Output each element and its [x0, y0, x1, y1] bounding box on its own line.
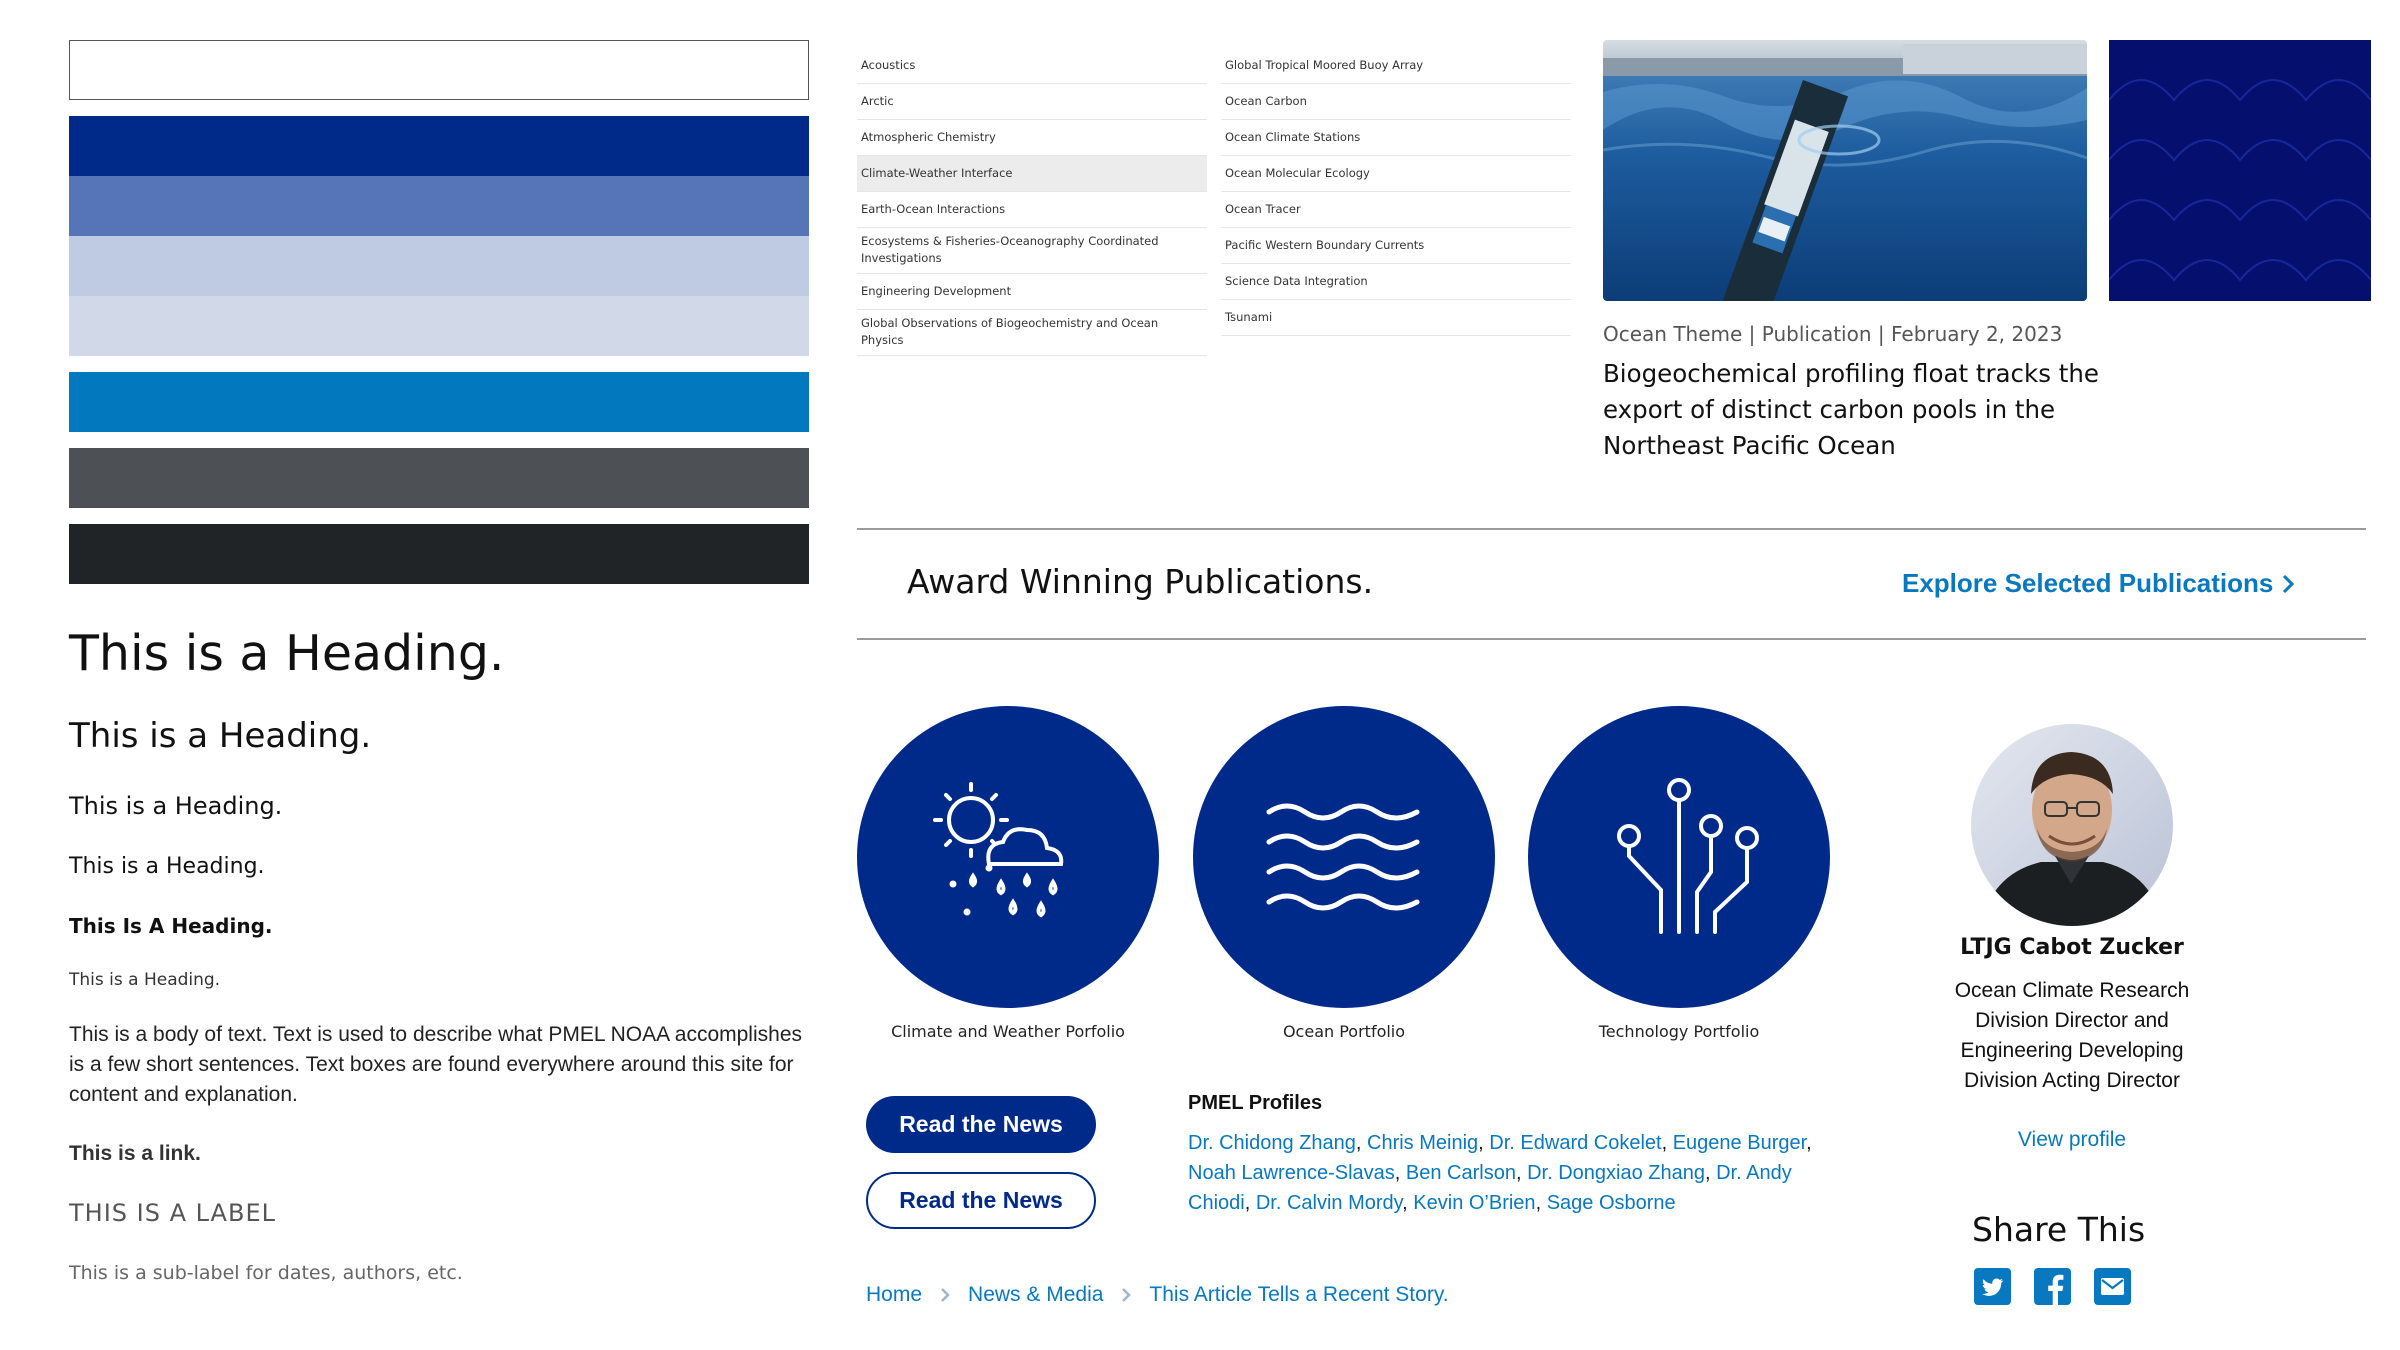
chevron-right-icon [940, 1287, 950, 1303]
theme-list-left [857, 48, 1207, 356]
profile-link[interactable]: Dr. Dongxiao Zhang [1527, 1162, 1705, 1184]
climate-weather-portfolio[interactable] [857, 706, 1159, 1008]
label-sample: THIS IS A LABEL [69, 1199, 276, 1227]
heading-2: This is a Heading. [69, 716, 372, 756]
divider-bottom [857, 638, 2366, 640]
theme-item[interactable]: Ocean Molecular Ecology [1221, 156, 1571, 192]
heading-1: This is a Heading. [69, 625, 505, 682]
circuit-icon [1599, 772, 1759, 942]
theme-item[interactable]: Ocean Climate Stations [1221, 120, 1571, 156]
view-profile-link[interactable]: View profile [2017, 1128, 2127, 1151]
profile-link[interactable]: Dr. Chidong Zhang [1188, 1132, 1356, 1154]
heading-3: This is a Heading. [69, 792, 283, 820]
profile-link[interactable]: Noah Lawrence-Slavas [1188, 1162, 1395, 1184]
person-name: LTJG Cabot Zucker [1960, 935, 2184, 960]
profile-link[interactable]: Sage Osborne [1546, 1192, 1676, 1214]
link-sample[interactable]: This is a link. [69, 1142, 201, 1165]
swatch-pale-blue [69, 296, 809, 356]
profile-link[interactable]: Ben Carlson [1405, 1162, 1516, 1184]
swatch-navy [69, 116, 809, 176]
award-title: Award Winning Publications. [907, 562, 1374, 601]
theme-list-right [1221, 48, 1571, 336]
chevron-right-icon [1121, 1287, 1131, 1303]
article-title[interactable]: Biogeochemical profiling float tracks the export of distinct carbon pools in the Northeast Pacific Ocean [1603, 359, 2099, 460]
share-icons [1974, 1268, 2131, 1305]
divider-top [857, 528, 2366, 530]
cloud-sun-rain-icon [923, 772, 1093, 942]
swatch-white [69, 40, 809, 100]
explore-publications-link[interactable] [1902, 568, 2295, 599]
theme-item[interactable]: Science Data Integration [1221, 264, 1571, 300]
theme-item[interactable]: Earth-Ocean Interactions [857, 192, 1207, 228]
email-icon[interactable] [2094, 1268, 2131, 1305]
breadcrumb [866, 1283, 1449, 1307]
theme-item[interactable]: Ocean Carbon [1221, 84, 1571, 120]
theme-item[interactable]: Atmospheric Chemistry [857, 120, 1207, 156]
theme-item[interactable]: Engineering Development [857, 274, 1207, 310]
ocean-portfolio-label: Ocean Portfolio [1282, 1022, 1406, 1041]
profile-link[interactable]: Chris Meinig [1367, 1132, 1479, 1154]
profiles-list: Dr. Chidong Zhang, Chris Meinig, Dr. Edward Cokelet, Eugene Burger, Noah Lawrence-Slavas, Ben Carlson, Dr. Dongxiao Zhang, Dr. Andy Chiodi, Dr. Calvin Mordy, Kevin O’Brien, Sage Osborne [1188, 1132, 1812, 1214]
profile-link[interactable]: Kevin O’Brien [1413, 1192, 1536, 1214]
avatar[interactable] [1971, 724, 2173, 926]
technology-portfolio-label: Technology Portfolio [1598, 1022, 1760, 1041]
theme-item[interactable]: Global Observations of Biogeochemistry and Ocean Physics [857, 310, 1207, 356]
swatch-charcoal [69, 524, 809, 584]
article-image-secondary[interactable] [2109, 40, 2371, 301]
theme-item[interactable]: Climate-Weather Interface [857, 156, 1207, 192]
share-title: Share This [1972, 1210, 2146, 1249]
theme-item[interactable]: Tsunami [1221, 300, 1571, 336]
sublabel-sample: This is a sub-label for dates, authors, etc. [69, 1262, 463, 1284]
body-text: This is a body of text. Text is used to describe what PMEL NOAA accomplishes is a few short sentences. Text boxes are found everywhere around this site for content and explanation. [69, 1023, 803, 1106]
breadcrumb-item[interactable]: News & Media [968, 1283, 1104, 1306]
waves-icon [1259, 792, 1429, 922]
breadcrumb-item[interactable]: Home [866, 1283, 923, 1306]
swatch-bright-blue [69, 372, 809, 432]
read-news-button-secondary[interactable]: Read the News [866, 1172, 1096, 1229]
twitter-icon[interactable] [1974, 1268, 2011, 1305]
technology-portfolio[interactable] [1528, 706, 1830, 1008]
explore-publications-label: Explore Selected Publications [1902, 568, 2274, 598]
article-image[interactable] [1603, 40, 2087, 301]
swatch-light-blue [69, 236, 809, 296]
theme-item[interactable]: Pacific Western Boundary Currents [1221, 228, 1571, 264]
breadcrumb-item[interactable]: This Article Tells a Recent Story. [1149, 1283, 1449, 1306]
swatch-gray [69, 448, 809, 508]
theme-item[interactable]: Global Tropical Moored Buoy Array [1221, 48, 1571, 84]
heading-4: This is a Heading. [69, 854, 265, 879]
profile-link[interactable]: Dr. Calvin Mordy [1255, 1192, 1403, 1214]
article-meta: Ocean Theme | Publication | February 2, 2023 [1603, 322, 2063, 346]
theme-item[interactable]: Acoustics [857, 48, 1207, 84]
theme-item[interactable]: Ecosystems & Fisheries-Oceanography Coordinated Investigations [857, 228, 1207, 274]
person-role: Ocean Climate Research Division Director and Engineering Developing Division Acting Director [1954, 979, 2190, 1092]
profile-link[interactable]: Dr. Andy Chiodi [1188, 1162, 1792, 1214]
read-news-button-primary[interactable]: Read the News [866, 1096, 1096, 1153]
heading-6: This is a Heading. [69, 970, 221, 990]
profile-link[interactable]: Dr. Edward Cokelet [1489, 1132, 1662, 1154]
chevron-right-icon [2281, 573, 2295, 595]
ocean-portfolio[interactable] [1193, 706, 1495, 1008]
heading-5: This Is A Heading. [69, 914, 273, 938]
swatch-mid-blue [69, 176, 809, 236]
profile-link[interactable]: Eugene Burger [1672, 1132, 1807, 1154]
facebook-icon[interactable] [2034, 1268, 2071, 1305]
climate-weather-portfolio-label: Climate and Weather Porfolio [891, 1022, 1125, 1041]
theme-item[interactable]: Arctic [857, 84, 1207, 120]
profiles-heading: PMEL Profiles [1188, 1092, 1323, 1114]
theme-item[interactable]: Ocean Tracer [1221, 192, 1571, 228]
